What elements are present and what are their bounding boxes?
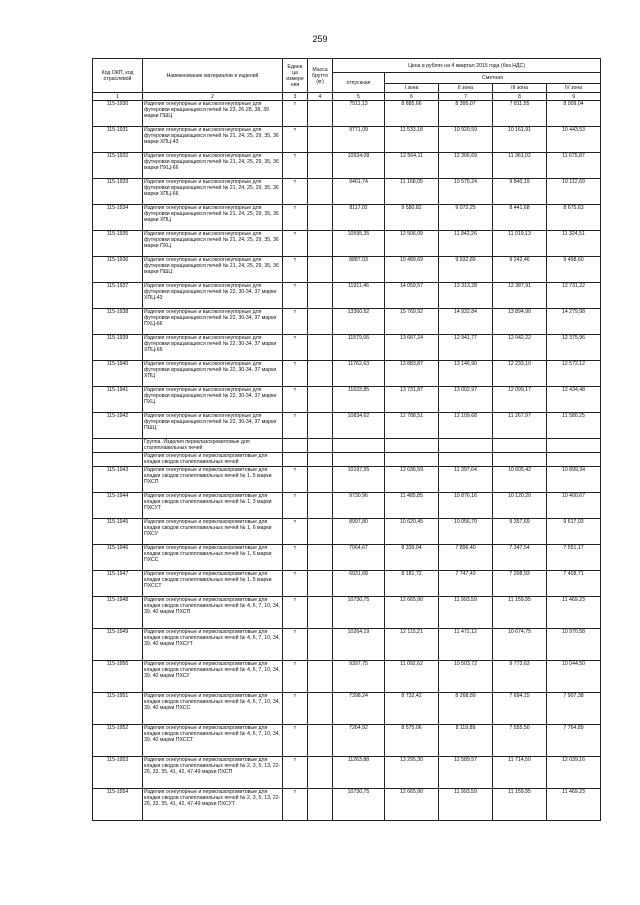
cell-mass	[308, 283, 333, 309]
cell-zone-1-price: 13 667,24	[385, 335, 439, 361]
cell-zone-3-price: 11 159,95	[493, 789, 547, 821]
column-number: 6	[385, 93, 439, 101]
cell-zone-2-price: 12 109,68	[439, 413, 493, 439]
header-zone-2: II зона	[439, 84, 493, 93]
cell-zone-4-price: 7 551,17	[547, 545, 601, 571]
cell-release-price: 11263,88	[333, 757, 385, 789]
cell-name: Изделия огнеупорные и периклазохромитовые для кладки сводов сталеплавильных печей № 4, 6, 7, 10, 34, 39, 40 марки ПХСУ	[143, 661, 283, 693]
cell-zone-4-price: 11 675,87	[547, 153, 601, 179]
table-row	[93, 283, 601, 309]
table-row	[93, 257, 601, 283]
cell-release-price: 9397,75	[333, 661, 385, 693]
cell-code: 115-1946	[93, 545, 143, 571]
cell-zone-4-price: 10 899,34	[547, 467, 601, 493]
cell-release-price: 11579,06	[333, 335, 385, 361]
cell-unit: т	[283, 757, 308, 789]
cell-zone-2-price: 12 306,69	[439, 153, 493, 179]
cell-zone-4-price: 12 375,96	[547, 335, 601, 361]
cell-name: Изделия огнеупорные и периклазохромитовые для кладки сводов сталеплавильных печей	[143, 453, 283, 467]
cell-unit: т	[283, 153, 308, 179]
cell-mass	[308, 545, 333, 571]
cell-release-price: 7064,67	[333, 545, 385, 571]
cell-release-price: 11762,63	[333, 361, 385, 387]
cell-name: Изделия огнеупорные и высокоогнеупорные для футеровки вращающихся печей № 21, 24, 25, 29, 35, 36 марки ПШЦ	[143, 257, 283, 283]
table-row	[93, 757, 601, 789]
cell-zone-1-price: 8 885,66	[385, 101, 439, 127]
group-heading-row	[93, 453, 601, 467]
cell-release-price: 10197,55	[333, 467, 385, 493]
cell-code: 115-1950	[93, 661, 143, 693]
table-row	[93, 413, 601, 439]
cell-zone-3-price: 9 773,63	[493, 661, 547, 693]
cell-unit: т	[283, 361, 308, 387]
table-row	[93, 661, 601, 693]
cell-release-price: 8117,02	[333, 205, 385, 231]
table-row	[93, 693, 601, 725]
cell-zone-2-price: 9 072,25	[439, 205, 493, 231]
cell-zone-2-price: 12 941,77	[439, 335, 493, 361]
table-row	[93, 309, 601, 335]
cell-code: 115-1934	[93, 205, 143, 231]
header-row	[93, 59, 601, 73]
cell-zone-1-price: 10 489,69	[385, 257, 439, 283]
cell-zone-3-price: 7 811,55	[493, 101, 547, 127]
cell-release-price: 7511,13	[333, 101, 385, 127]
table-row	[93, 335, 601, 361]
cell-code	[93, 453, 143, 467]
cell-code: 115-1939	[93, 335, 143, 361]
cell-zone-1-price: 12 788,51	[385, 413, 439, 439]
cell-code: 115-1938	[93, 309, 143, 335]
cell-unit: т	[283, 387, 308, 413]
cell-zone-2-price: 10 503,72	[439, 661, 493, 693]
cell-mass	[308, 571, 333, 597]
cell-zone-4-price: 12 434,48	[547, 387, 601, 413]
cell-zone-1-price: 14 059,57	[385, 283, 439, 309]
cell-name: Изделия огнеупорные и периклазохромитовые для кладки сводов сталеплавильных печей № 1, 5 марки ПХСП	[143, 467, 283, 493]
table-row	[93, 629, 601, 661]
cell-unit: т	[283, 629, 308, 661]
cell-mass	[308, 519, 333, 545]
cell-zone-4-price: 12 572,12	[547, 361, 601, 387]
cell-code: 115-1951	[93, 693, 143, 725]
cell-name: Изделия огнеупорные и высокоогнеупорные для футеровки вращающихся печей № 22, 30-34, 37 марки ХПЦ-66	[143, 335, 283, 361]
cell-name: Изделия огнеупорные и периклазохромитовые для кладки сводов сталеплавильных печей № 1, 6 марки ПХСС	[143, 545, 283, 571]
cell-zone-2-price: 11 993,59	[439, 789, 493, 821]
cell-code: 115-1943	[93, 467, 143, 493]
cell-code: 115-1931	[93, 127, 143, 153]
cell-zone-4-price: 10 443,53	[547, 127, 601, 153]
table-row	[93, 519, 601, 545]
cell-mass	[308, 257, 333, 283]
cell-zone-4-price: 8 675,63	[547, 205, 601, 231]
cell-zone-2-price: 10 876,16	[439, 493, 493, 519]
cell-release-price: 8997,80	[333, 519, 385, 545]
cell-mass	[308, 467, 333, 493]
column-number-row	[93, 93, 601, 101]
cell-release-price: 6931,68	[333, 571, 385, 597]
table-row	[93, 231, 601, 257]
table-row	[93, 205, 601, 231]
table-body	[93, 101, 601, 821]
table-row	[93, 725, 601, 757]
table-row	[93, 179, 601, 205]
cell-code: 115-1941	[93, 387, 143, 413]
cell-unit	[283, 453, 308, 467]
cell-name: Изделия огнеупорные и высокоогнеупорные для футеровки вращающихся печей № 22, 30-34, 37 марки ХПЦ	[143, 361, 283, 387]
cell-zone-2-price: 13 146,90	[439, 361, 493, 387]
cell-release-price: 9461,74	[333, 179, 385, 205]
cell-zone-1-price: 10 620,45	[385, 519, 439, 545]
cell-release-price: 8887,03	[333, 257, 385, 283]
cell-release-price: 10924,08	[333, 153, 385, 179]
cell-zone-4-price: 7 408,71	[547, 571, 601, 597]
cell-zone-2-price: 10 575,24	[439, 179, 493, 205]
cell-zone-1-price: 13 883,87	[385, 361, 439, 387]
cell-zone-1-price: 11 092,62	[385, 661, 439, 693]
cell-zone-3-price: 11 159,95	[493, 597, 547, 629]
cell-zone-3-price: 10 120,20	[493, 493, 547, 519]
cell-zone-1-price: 8 181,72	[385, 571, 439, 597]
cell-zone-2-price: 9 932,89	[439, 257, 493, 283]
cell-zone-3-price: 10 674,75	[493, 629, 547, 661]
cell-zone-3-price: 7 555,50	[493, 725, 547, 757]
cell-name: Группа. Изделия периклазохромитовые для сталеплавильных печей	[143, 439, 283, 453]
column-number: 1	[93, 93, 143, 101]
cell-zone-2-price	[439, 439, 493, 453]
cell-code: 115-1952	[93, 725, 143, 757]
cell-name: Изделия огнеупорные и периклазохромитовые для кладки сводов сталеплавильных печей № 1, 5 марки ПХССТ	[143, 571, 283, 597]
cell-unit: т	[283, 257, 308, 283]
cell-zone-1-price: 15 769,92	[385, 309, 439, 335]
header-zone-1: I зона	[385, 84, 439, 93]
group-heading-row	[93, 439, 601, 453]
cell-release-price: 7398,24	[333, 693, 385, 725]
cell-zone-2-price	[439, 453, 493, 467]
cell-zone-3-price: 7 347,54	[493, 545, 547, 571]
table-row	[93, 571, 601, 597]
cell-mass	[308, 693, 333, 725]
cell-code: 115-1933	[93, 179, 143, 205]
cell-unit: т	[283, 467, 308, 493]
cell-zone-4-price: 9 617,03	[547, 519, 601, 545]
cell-zone-1-price: 8 339,04	[385, 545, 439, 571]
cell-zone-3-price: 7 208,93	[493, 571, 547, 597]
cell-zone-4-price: 10 044,50	[547, 661, 601, 693]
cell-unit: т	[283, 283, 308, 309]
cell-unit	[283, 439, 308, 453]
cell-zone-3-price: 11 361,02	[493, 153, 547, 179]
column-number: 2	[143, 93, 283, 101]
cell-zone-3-price: 13 894,90	[493, 309, 547, 335]
cell-zone-4-price: 12 731,22	[547, 283, 601, 309]
cell-zone-4-price	[547, 439, 601, 453]
cell-mass	[308, 205, 333, 231]
cell-unit: т	[283, 413, 308, 439]
cell-mass	[308, 335, 333, 361]
cell-zone-2-price: 10 920,59	[439, 127, 493, 153]
cell-code: 115-1953	[93, 757, 143, 789]
cell-zone-2-price: 8 395,07	[439, 101, 493, 127]
cell-zone-4-price	[547, 453, 601, 467]
cell-zone-2-price: 8 268,89	[439, 693, 493, 725]
cell-zone-1-price: 13 731,87	[385, 387, 439, 413]
table-row	[93, 361, 601, 387]
cell-mass	[308, 179, 333, 205]
cell-zone-3-price: 12 387,91	[493, 283, 547, 309]
header-release: отпускная	[333, 73, 385, 93]
cell-zone-4-price: 10 970,58	[547, 629, 601, 661]
cell-zone-1-price: 11 485,85	[385, 493, 439, 519]
cell-mass	[308, 725, 333, 757]
cell-mass	[308, 387, 333, 413]
cell-release-price	[333, 453, 385, 467]
cell-zone-4-price: 8 009,04	[547, 101, 601, 127]
cell-mass	[308, 789, 333, 821]
cell-code: 115-1954	[93, 789, 143, 821]
cell-unit: т	[283, 597, 308, 629]
cell-zone-2-price: 7 896,40	[439, 545, 493, 571]
cell-unit: т	[283, 205, 308, 231]
cell-zone-3-price: 11 019,13	[493, 231, 547, 257]
table-row	[93, 101, 601, 127]
cell-code: 115-1944	[93, 493, 143, 519]
cell-release-price: 13360,52	[333, 309, 385, 335]
cell-unit: т	[283, 335, 308, 361]
cell-zone-1-price: 12 115,21	[385, 629, 439, 661]
cell-mass	[308, 597, 333, 629]
table-row	[93, 127, 601, 153]
cell-unit: т	[283, 231, 308, 257]
cell-code: 115-1942	[93, 413, 143, 439]
cell-release-price: 11633,85	[333, 387, 385, 413]
cell-zone-1-price: 11 168,05	[385, 179, 439, 205]
cell-zone-2-price: 8 119,89	[439, 725, 493, 757]
cell-zone-1-price: 12 665,90	[385, 597, 439, 629]
column-number: 7	[439, 93, 493, 101]
cell-zone-4-price: 7 764,89	[547, 725, 601, 757]
cell-code: 115-1932	[93, 153, 143, 179]
cell-unit: т	[283, 179, 308, 205]
table-row	[93, 153, 601, 179]
cell-unit: т	[283, 661, 308, 693]
cell-unit: т	[283, 127, 308, 153]
cell-code: 115-1945	[93, 519, 143, 545]
cell-zone-2-price: 13 313,28	[439, 283, 493, 309]
cell-unit: т	[283, 789, 308, 821]
cell-name: Изделия огнеупорные и периклазохромитовые для кладки сводов сталеплавильных печей № 2, 3, 5, 13, 22-26, 33, 35, 41, 42, 47-49 марки ПХСУТ	[143, 789, 283, 821]
cell-zone-1-price: 8 575,06	[385, 725, 439, 757]
cell-zone-1-price	[385, 439, 439, 453]
cell-name: Изделия огнеупорные и высокоогнеупорные для футеровки вращающихся печей № 21, 24, 25, 29, 35, 36 марки ПХЦ-66	[143, 153, 283, 179]
cell-zone-2-price: 13 002,97	[439, 387, 493, 413]
cell-zone-3-price: 9 357,69	[493, 519, 547, 545]
cell-name: Изделия огнеупорные и высокоогнеупорные для футеровки вращающихся печей № 22, 30-34, 37 марки ПШЦ	[143, 413, 283, 439]
cell-name: Изделия огнеупорные и высокоогнеупорные для футеровки вращающихся печей № 22, 30-34, 37 марки ПХЦ	[143, 387, 283, 413]
cell-unit: т	[283, 725, 308, 757]
cell-mass	[308, 453, 333, 467]
cell-name: Изделия огнеупорные и высокоогнеупорные для футеровки вращающихся печей № 22, 30-34, 37 марки ПХЦ-66	[143, 309, 283, 335]
table-row	[93, 387, 601, 413]
cell-zone-1-price: 12 506,09	[385, 231, 439, 257]
cell-name: Изделия огнеупорные и высокоогнеупорные для футеровки вращающихся печей № 22, 30-34, 37 марки ХПЦ-43	[143, 283, 283, 309]
cell-name: Изделия огнеупорные и высокоогнеупорные для футеровки вращающихся печей № 21, 24, 25, 29, 35, 36 марки ПХЦ	[143, 231, 283, 257]
cell-mass	[308, 757, 333, 789]
cell-unit: т	[283, 309, 308, 335]
cell-zone-4-price: 7 907,38	[547, 693, 601, 725]
cell-name: Изделия огнеупорные и периклазохромитовые для кладки сводов сталеплавильных печей № 2, 3, 5, 13, 22-26, 33, 35, 41, 42, 47-49 марки ПХСП	[143, 757, 283, 789]
cell-zone-4-price: 11 324,51	[547, 231, 601, 257]
cell-zone-4-price: 11 580,25	[547, 413, 601, 439]
column-number: 8	[493, 93, 547, 101]
cell-zone-1-price: 9 580,82	[385, 205, 439, 231]
cell-name: Изделия огнеупорные и периклазохромитовые для кладки сводов сталеплавильных печей № 4, 6, 7, 10, 34, 39, 40 марки ПХСП	[143, 597, 283, 629]
cell-release-price: 10834,62	[333, 413, 385, 439]
cell-zone-4-price: 9 498,60	[547, 257, 601, 283]
cell-code	[93, 439, 143, 453]
cell-zone-1-price: 12 036,59	[385, 467, 439, 493]
cell-name: Изделия огнеупорные и периклазохромитовые для кладки сводов сталеплавильных печей № 1, 3 марки ПХСУТ	[143, 493, 283, 519]
cell-release-price: 10595,35	[333, 231, 385, 257]
cell-code: 115-1930	[93, 101, 143, 127]
cell-zone-1-price: 8 732,42	[385, 693, 439, 725]
cell-zone-1-price: 12 665,90	[385, 789, 439, 821]
cell-zone-4-price: 11 469,23	[547, 597, 601, 629]
cell-zone-2-price: 10 056,70	[439, 519, 493, 545]
cell-zone-3-price: 10 605,42	[493, 467, 547, 493]
header-zone-4: IV зона	[547, 84, 601, 93]
cell-mass	[308, 439, 333, 453]
header-zone-3: III зона	[493, 84, 547, 93]
cell-zone-2-price: 14 932,84	[439, 309, 493, 335]
cell-name: Изделия огнеупорные и высокоогнеупорные для футеровки вращающихся печей № 21, 24, 25, 29, 35, 36 марки ХПЦ-43	[143, 127, 283, 153]
cell-mass	[308, 361, 333, 387]
cell-release-price: 7264,92	[333, 725, 385, 757]
cell-name: Изделия огнеупорные и периклазохромитовые для кладки сводов сталеплавильных печей № 4, 6, 7, 10, 34, 39, 40 марки ПХСУТ	[143, 629, 283, 661]
cell-zone-3-price: 7 694,15	[493, 693, 547, 725]
cell-name: Изделия огнеупорные и высокоогнеупорные для футеровки вращающихся печей № 21, 24, 25, 29, 35, 36 марки ХПЦ	[143, 205, 283, 231]
cell-release-price: 10730,75	[333, 597, 385, 629]
cell-mass	[308, 629, 333, 661]
cell-zone-3-price: 10 161,91	[493, 127, 547, 153]
cell-unit: т	[283, 693, 308, 725]
cell-zone-1-price	[385, 453, 439, 467]
table-row	[93, 467, 601, 493]
cell-zone-1-price: 13 295,30	[385, 757, 439, 789]
cell-zone-3-price: 11 714,50	[493, 757, 547, 789]
header-code: Код ОКП, код отраслевой	[93, 59, 143, 93]
cell-zone-3-price: 12 233,10	[493, 361, 547, 387]
cell-zone-3-price: 11 267,97	[493, 413, 547, 439]
cell-zone-3-price: 9 840,19	[493, 179, 547, 205]
cell-zone-3-price	[493, 453, 547, 467]
cell-code: 115-1935	[93, 231, 143, 257]
cell-release-price: 10730,75	[333, 789, 385, 821]
cell-name: Изделия огнеупорные и периклазохромитовые для кладки сводов сталеплавильных печей № 4, 6, 7, 10, 34, 39, 40 марки ПХСС	[143, 693, 283, 725]
cell-zone-3-price: 9 242,46	[493, 257, 547, 283]
cell-zone-4-price: 10 400,67	[547, 493, 601, 519]
cell-code: 115-1936	[93, 257, 143, 283]
cell-unit: т	[283, 101, 308, 127]
column-number: 9	[547, 93, 601, 101]
cell-mass	[308, 661, 333, 693]
cell-release-price: 10264,19	[333, 629, 385, 661]
cell-zone-2-price: 12 589,57	[439, 757, 493, 789]
cell-mass	[308, 413, 333, 439]
header-mass: Масса брутто (кг)	[308, 59, 333, 93]
cell-zone-2-price: 11 842,26	[439, 231, 493, 257]
table-row	[93, 789, 601, 821]
cell-release-price: 9730,96	[333, 493, 385, 519]
page-number: 259	[312, 34, 328, 44]
cell-mass	[308, 153, 333, 179]
column-number: 3	[283, 93, 308, 101]
cell-mass	[308, 101, 333, 127]
cell-zone-4-price: 14 279,98	[547, 309, 601, 335]
cell-zone-4-price: 10 112,69	[547, 179, 601, 205]
cell-zone-2-price: 11 993,59	[439, 597, 493, 629]
cell-name: Изделия огнеупорные и высокоогнеупорные для футеровки вращающихся печей № 23, 26-28, 38, 39 марки ПШЦ	[143, 101, 283, 127]
cell-zone-2-price: 11 397,64	[439, 467, 493, 493]
cell-release-price: 9771,09	[333, 127, 385, 153]
table-row	[93, 545, 601, 571]
cell-zone-2-price: 11 472,12	[439, 629, 493, 661]
cell-unit: т	[283, 571, 308, 597]
cell-name: Изделия огнеупорные и высокоогнеупорные для футеровки вращающихся печей № 21, 24, 25, 29, 35, 36 марки ХПЦ-66	[143, 179, 283, 205]
cell-release-price	[333, 439, 385, 453]
cell-code: 115-1940	[93, 361, 143, 387]
cell-zone-4-price: 11 469,23	[547, 789, 601, 821]
cell-code: 115-1937	[93, 283, 143, 309]
cell-release-price: 11911,46	[333, 283, 385, 309]
cell-mass	[308, 493, 333, 519]
cell-zone-1-price: 12 564,11	[385, 153, 439, 179]
table-row	[93, 597, 601, 629]
price-table	[92, 58, 601, 821]
column-number: 5	[333, 93, 385, 101]
cell-unit: т	[283, 545, 308, 571]
cell-code: 115-1948	[93, 597, 143, 629]
cell-zone-4-price: 12 039,16	[547, 757, 601, 789]
cell-mass	[308, 231, 333, 257]
cell-unit: т	[283, 519, 308, 545]
cell-zone-3-price: 12 099,17	[493, 387, 547, 413]
header-unit: Едини ца измере ния	[283, 59, 308, 93]
cell-code: 115-1949	[93, 629, 143, 661]
cell-zone-3-price	[493, 439, 547, 453]
cell-name: Изделия огнеупорные и периклазохромитовые для кладки сводов сталеплавильных печей № 4, 6, 7, 10, 34, 39, 40 марки ПХССТ	[143, 725, 283, 757]
table-row	[93, 493, 601, 519]
cell-zone-2-price: 7 747,43	[439, 571, 493, 597]
column-number: 4	[308, 93, 333, 101]
cell-mass	[308, 127, 333, 153]
header-estimate: Сметная	[385, 73, 601, 84]
header-price-group: Цена в рублях на 4 квартал 2015 года (без НДС)	[333, 59, 601, 73]
cell-zone-3-price: 12 042,22	[493, 335, 547, 361]
cell-code: 115-1947	[93, 571, 143, 597]
cell-mass	[308, 309, 333, 335]
cell-zone-1-price: 11 533,18	[385, 127, 439, 153]
header-name: Наименование материалов и изделий	[143, 59, 283, 93]
cell-unit: т	[283, 493, 308, 519]
cell-name: Изделия огнеупорные и периклазохромитовые для кладки сводов сталеплавильных печей № 1, 6 марки ПХСУ	[143, 519, 283, 545]
cell-zone-3-price: 8 441,68	[493, 205, 547, 231]
